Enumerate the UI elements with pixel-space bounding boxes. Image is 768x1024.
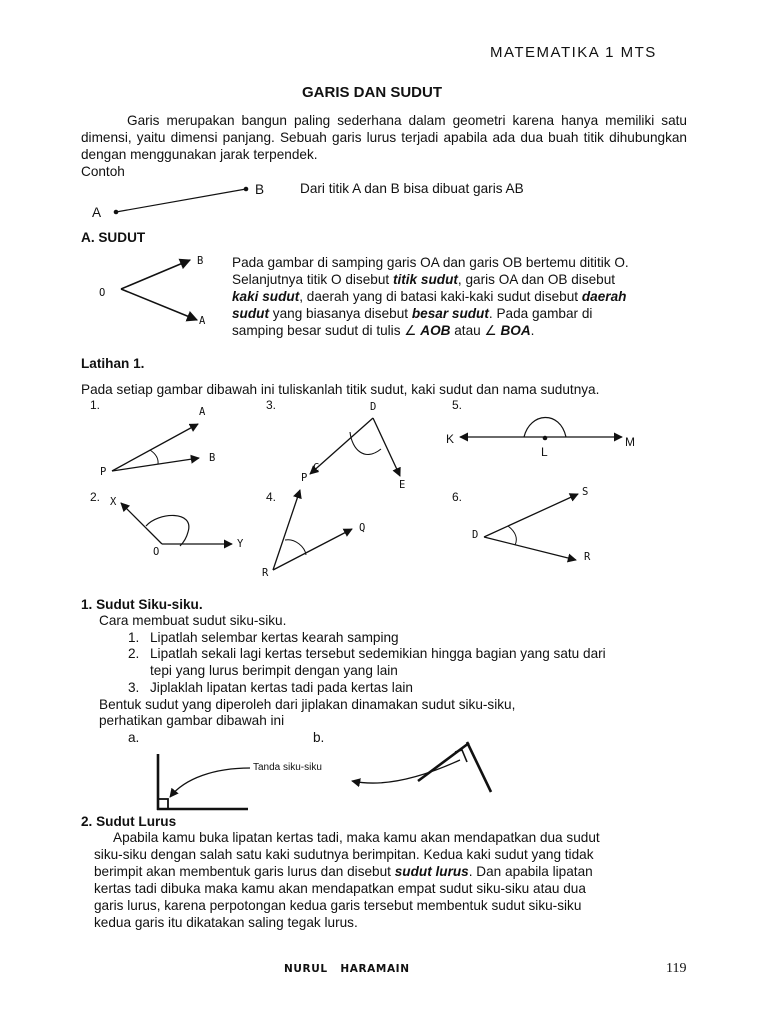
fig1-label-a: A: [199, 406, 206, 418]
fig-num-2: 2.: [90, 490, 101, 504]
tanda-arrow-a: [170, 768, 250, 797]
sudut-text-2: Selanjutnya titik O disebut titik sudut, garis OA dan OB disebut: [232, 272, 616, 287]
fig-label-a: A: [199, 315, 206, 327]
fig3-label-e: E: [399, 479, 406, 491]
right-angle-b: [418, 742, 491, 792]
right-angle-a: [157, 754, 248, 810]
siku-after-1: Bentuk sudut yang diperoleh dari jiplakan dinamakan sudut siku-siku,: [99, 697, 516, 712]
siku-step-1-num: 1.: [128, 630, 140, 645]
tanda-siku-label: Tanda siku-siku: [253, 762, 322, 773]
siku-step-2: Lipatlah sekali lagi kertas tersebut sedemikian hingga bagian yang satu dari: [150, 646, 606, 661]
fig3-label-c: C: [313, 462, 320, 474]
lurus-heading: 2. Sudut Lurus: [81, 814, 177, 829]
section-a-heading: A. SUDUT: [81, 230, 146, 245]
fig-num-3: 3.: [266, 398, 277, 412]
fig2-label-o: O: [153, 546, 160, 558]
term-titik-sudut: titik sudut: [392, 272, 458, 287]
lurus-line-2: siku-siku dengan salah satu kaki sudutnya berimpitan. Kedua kaki sudut yang tidak: [94, 847, 594, 862]
fig-num-6: 6.: [452, 490, 463, 504]
siku-step-3: Jiplaklah lipatan kertas tadi pada kertas lain: [150, 680, 413, 695]
siku-step-2-num: 2.: [128, 646, 140, 661]
footer-author: NURUL HARAMAIN: [284, 963, 410, 975]
siku-label-b: b.: [313, 730, 325, 745]
tanda-arrow-b: [352, 760, 460, 783]
fig6-label-r: R: [584, 551, 591, 563]
term-daerah: daerah: [581, 289, 627, 304]
angle-symbol: ∠: [404, 323, 417, 338]
fig-label-o: O: [99, 287, 106, 299]
fig6-label-s: S: [582, 486, 589, 498]
sudut-text-3: kaki sudut, daerah yang di batasi kaki-kaki sudut disebut daerah: [232, 289, 627, 304]
lurus-line-3: berimpit akan membentuk garis lurus dan disebut sudut lurus. Dan apabila lipatan: [94, 864, 593, 879]
siku-step-3-num: 3.: [128, 680, 140, 695]
fig1-label-b: B: [209, 452, 216, 464]
lurus-line-1: Apabila kamu buka lipatan kertas tadi, maka kamu akan mendapatkan dua sudut: [113, 830, 600, 845]
contoh-label: Contoh: [81, 164, 125, 179]
term-aob: AOB: [420, 323, 451, 338]
sudut-text-5: samping besar sudut di tulis ∠ AOB atau ∠ BOA.: [232, 323, 535, 338]
fig-num-5: 5.: [452, 398, 463, 412]
latihan-instruction: Pada setiap gambar dibawah ini tuliskanlah titik sudut, kaki sudut dan nama sudutnya.: [81, 382, 600, 397]
fig-label-b: B: [197, 255, 204, 267]
siku-step-2-cont: tepi yang lurus berimpit dengan yang lain: [150, 663, 398, 678]
siku-intro: Cara membuat sudut siku-siku.: [99, 613, 287, 628]
page-title: GARIS DAN SUDUT: [302, 84, 443, 101]
siku-step-1: Lipatlah selembar kertas kearah samping: [150, 630, 399, 645]
lurus-line-6: kedua garis itu dikatakan saling tegak lurus.: [94, 915, 358, 930]
fig6-label-d: D: [472, 529, 479, 541]
fig5-label-k: K: [446, 432, 455, 446]
fig4-label-r: R: [262, 567, 269, 579]
fig2-label-y: Y: [237, 538, 244, 550]
course-header: MATEMATIKA 1 MTS: [490, 44, 657, 61]
term-boa: BOA: [500, 323, 531, 338]
latihan-heading: Latihan 1.: [81, 356, 145, 371]
fig3-label-d: D: [370, 401, 377, 413]
example-caption: Dari titik A dan B bisa dibuat garis AB: [300, 181, 524, 196]
term-besar-sudut: besar sudut: [411, 306, 489, 321]
page-number: 119: [666, 961, 687, 976]
fig5-label-m: M: [625, 435, 635, 449]
segment-point-a-label: A: [92, 205, 102, 220]
intro-paragraph: Garis merupakan bangun paling sederhana dalam geometri karena hanya memiliki satu dimensi, yaitu dimensi panjang. Sebuah garis lurus terjadi apabila ada dua buah titik dihubungkan dengan menggunakan jarak terpendek.: [81, 113, 687, 162]
fig2-label-x: X: [110, 496, 117, 508]
fig1-label-p: P: [100, 466, 107, 478]
term-kaki-sudut: kaki sudut: [232, 289, 300, 304]
siku-label-a: a.: [128, 730, 140, 745]
fig5-label-l: L: [541, 445, 548, 459]
sudut-text-1: Pada gambar di samping garis OA dan garis OB bertemu dititik O.: [232, 255, 629, 270]
sudut-text-4: sudut yang biasanya disebut besar sudut. Pada gambar di: [232, 306, 593, 321]
siku-heading: 1. Sudut Siku-siku.: [81, 597, 203, 612]
fig-num-1: 1.: [90, 398, 101, 412]
term-sudut-lurus: sudut lurus: [394, 864, 469, 879]
lurus-line-4: kertas tadi dibuka maka kamu akan mendapatkan empat sudut siku-siku atau dua: [94, 881, 586, 896]
term-sudut: sudut: [232, 306, 269, 321]
fig-num-4: 4.: [266, 490, 277, 504]
segment-point-b-label: B: [255, 182, 265, 197]
lurus-line-5: garis lurus, karena perpotongan kedua garis tersebut membentuk sudut siku-siku: [94, 898, 582, 913]
fig4-label-q: Q: [359, 522, 366, 534]
angle-symbol: ∠: [484, 323, 497, 338]
fig3-label-p: P: [301, 472, 308, 484]
siku-after-2: perhatikan gambar dibawah ini: [99, 713, 285, 728]
